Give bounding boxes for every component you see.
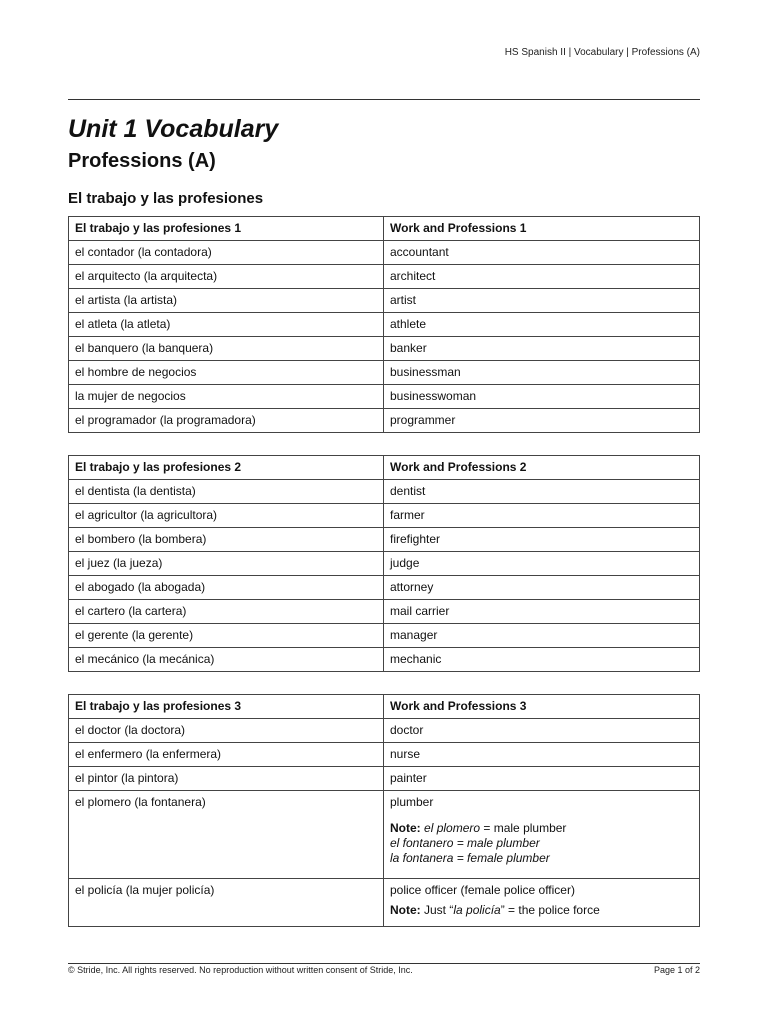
table-row (69, 265, 700, 289)
note-line-3: la fontanera = female plumber (390, 851, 550, 865)
english-term: painter (384, 767, 700, 791)
english-term-with-note (384, 791, 700, 879)
note-line-2: el fontanero = male plumber (390, 836, 540, 850)
english-term: programmer (384, 409, 700, 433)
table-row (69, 337, 700, 361)
english-term: doctor (384, 719, 700, 743)
spanish-term: el juez (la jueza) (69, 552, 384, 576)
english-term: manager (384, 624, 700, 648)
english-term: artist (384, 289, 700, 313)
table-row (69, 600, 700, 624)
vocab-table-2 (68, 455, 700, 672)
page-subtitle: Professions (A) (68, 150, 216, 172)
english-term: dentist (384, 480, 700, 504)
table-row (69, 648, 700, 672)
table-row (69, 719, 700, 743)
section-heading: El trabajo y las profesiones (68, 190, 264, 207)
column-header-spanish: El trabajo y las profesiones 3 (69, 695, 384, 719)
table-row-plomero (69, 791, 700, 879)
english-term: architect (384, 265, 700, 289)
table-row (69, 241, 700, 265)
spanish-term: el arquitecto (la arquitecta) (69, 265, 384, 289)
english-term-with-note (384, 879, 700, 927)
column-header-english: Work and Professions 3 (384, 695, 700, 719)
table-row (69, 313, 700, 337)
table-row (69, 409, 700, 433)
table-row (69, 504, 700, 528)
spanish-term: el pintor (la pintora) (69, 767, 384, 791)
table-row (69, 552, 700, 576)
english-term: plumber (390, 795, 434, 809)
spanish-term: el bombero (la bombera) (69, 528, 384, 552)
spanish-term: el cartero (la cartera) (69, 600, 384, 624)
spanish-term: el doctor (la doctora) (69, 719, 384, 743)
table-row (69, 743, 700, 767)
table-header-row (69, 695, 700, 719)
table-row (69, 361, 700, 385)
note-definition: = male plumber (480, 821, 567, 835)
column-header-spanish: El trabajo y las profesiones 1 (69, 217, 384, 241)
spanish-term: el atleta (la atleta) (69, 313, 384, 337)
spanish-term: el policía (la mujer policía) (69, 879, 384, 927)
english-term: judge (384, 552, 700, 576)
note-label: Note: (390, 821, 421, 835)
spanish-term: el artista (la artista) (69, 289, 384, 313)
table-header-row (69, 217, 700, 241)
spanish-term: el plomero (la fontanera) (69, 791, 384, 879)
english-term: mechanic (384, 648, 700, 672)
running-header: HS Spanish II | Vocabulary | Professions (A) (504, 47, 700, 58)
english-term: banker (384, 337, 700, 361)
spanish-term: la mujer de negocios (69, 385, 384, 409)
note-line-1 (390, 821, 693, 836)
spanish-term: el banquero (la banquera) (69, 337, 384, 361)
page-number: Page 1 of 2 (653, 965, 700, 975)
table-row (69, 767, 700, 791)
footer-divider (68, 963, 700, 964)
page-title: Unit 1 Vocabulary (68, 115, 279, 143)
table-row-policia (69, 879, 700, 927)
english-term: mail carrier (384, 600, 700, 624)
english-term: police officer (female police officer) (390, 883, 575, 897)
police-note: Note: Just “la policía” = the police force (390, 903, 600, 917)
spanish-term: el mecánico (la mecánica) (69, 648, 384, 672)
english-term: businessman (384, 361, 700, 385)
note-term: la policía (453, 903, 501, 917)
english-term: firefighter (384, 528, 700, 552)
column-header-spanish: El trabajo y las profesiones 2 (69, 456, 384, 480)
spanish-term: el enfermero (la enfermera) (69, 743, 384, 767)
english-term: farmer (384, 504, 700, 528)
column-header-english: Work and Professions 1 (384, 217, 700, 241)
table-row (69, 624, 700, 648)
vocab-table-3 (68, 694, 700, 927)
english-term: nurse (384, 743, 700, 767)
spanish-term: el programador (la programadora) (69, 409, 384, 433)
vocab-table-1 (68, 216, 700, 433)
note-term: el plomero (424, 821, 481, 835)
table-row (69, 385, 700, 409)
table-header-row (69, 456, 700, 480)
header-divider (68, 99, 700, 100)
column-header-english: Work and Professions 2 (384, 456, 700, 480)
spanish-term: el dentista (la dentista) (69, 480, 384, 504)
plumber-note (390, 814, 693, 874)
table-row (69, 289, 700, 313)
copyright-notice: © Stride, Inc. All rights reserved. No reproduction without written consent of Stride, Inc. (68, 965, 413, 975)
spanish-term: el contador (la contadora) (69, 241, 384, 265)
english-term: businesswoman (384, 385, 700, 409)
spanish-term: el abogado (la abogada) (69, 576, 384, 600)
spanish-term: el agricultor (la agricultora) (69, 504, 384, 528)
spanish-term: el gerente (la gerente) (69, 624, 384, 648)
english-term: athlete (384, 313, 700, 337)
note-label: Note: (390, 903, 421, 917)
table-row (69, 576, 700, 600)
table-row (69, 480, 700, 504)
english-term: attorney (384, 576, 700, 600)
table-row (69, 528, 700, 552)
english-term: accountant (384, 241, 700, 265)
spanish-term: el hombre de negocios (69, 361, 384, 385)
